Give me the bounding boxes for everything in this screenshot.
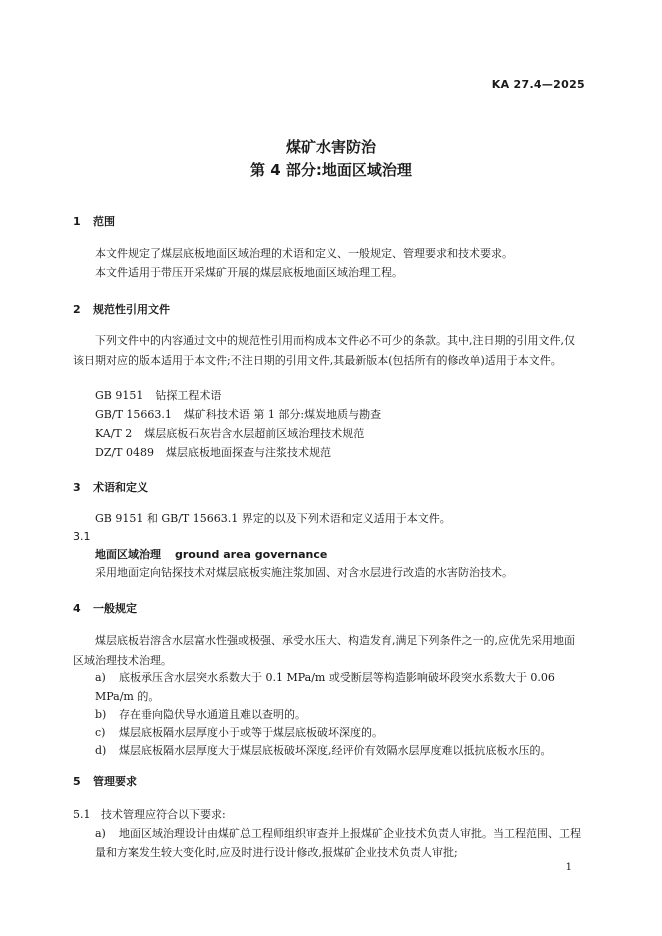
reference-item (95, 386, 221, 406)
list-item (95, 668, 585, 706)
document-title: 煤矿水害防治 (285, 138, 376, 156)
paragraph: 本文件适用于带压开采煤矿开展的煤层底板地面区域治理工程。 (95, 266, 403, 279)
reference-code: GB 9151 (95, 389, 144, 402)
section-heading-5 (73, 773, 137, 789)
section-title: 一般规定 (93, 602, 137, 615)
document-subtitle: 第 4 部分:地面区域治理 (250, 161, 412, 179)
reference-item (95, 405, 381, 425)
section-heading-1 (73, 213, 115, 229)
paragraph: GB 9151 和 GB/T 15663.1 界定的以及下列术语和定义适用于本文件。 (95, 512, 451, 525)
reference-code: DZ/T 0489 (95, 446, 154, 459)
list-text: 地面区域治理设计由煤矿总工程师组织审查并上报煤矿企业技术负责人审批。当工程范围、工程量和方案发生较大变化时,应及时进行设计修改,报煤矿企业技术负责人审批; (95, 827, 581, 859)
term-definition: 采用地面定向钻探技术对煤层底板实施注浆加固、对含水层进行改造的水害防治技术。 (95, 566, 513, 579)
reference-title: 煤层底板地面探查与注浆技术规范 (166, 446, 331, 459)
section-title: 规范性引用文件 (93, 303, 170, 316)
section-number: 5 (73, 775, 81, 788)
list-text: 煤层底板隔水层厚度小于或等于煤层底板破坏深度的。 (119, 726, 383, 739)
reference-title: 钻探工程术语 (155, 389, 222, 402)
section-number: 4 (73, 602, 81, 615)
clause-number: 5.1 (73, 808, 91, 821)
clause-text: 技术管理应符合以下要求: (101, 808, 226, 821)
list-item (95, 741, 585, 760)
section-heading-2 (73, 301, 170, 317)
page-number: 1 (565, 862, 572, 873)
list-label: a) (95, 827, 106, 840)
document-number: KA 27.4—2025 (491, 78, 585, 91)
list-text: 存在垂向隐伏导水通道且难以查明的。 (119, 708, 306, 721)
paragraph: 下列文件中的内容通过文中的规范性引用而构成本文件必不可少的条款。其中,注日期的引用文件,仅该日期对应的版本适用于本文件;不注日期的引用文件,其最新版本(包括所有的修改单)适用于本文件。 (73, 334, 575, 367)
section-number: 1 (73, 215, 81, 228)
term-number: 3.1 (73, 530, 91, 543)
section-number: 2 (73, 303, 81, 316)
list-item (95, 705, 585, 724)
list-item (95, 723, 585, 742)
list-label: c) (95, 726, 106, 739)
section-number: 3 (73, 481, 81, 494)
list-item (95, 824, 585, 862)
term-heading (95, 545, 327, 565)
reference-item (95, 424, 364, 444)
reference-code: KA/T 2 (95, 427, 133, 440)
paragraph: 本文件规定了煤层底板地面区域治理的术语和定义、一般规定、管理要求和技术要求。 (95, 247, 513, 260)
paragraph: 煤层底板岩溶含水层富水性强或极强、承受水压大、构造发育,满足下列条件之一的,应优先采用地面区域治理技术治理。 (73, 634, 575, 667)
section-heading-3 (73, 479, 148, 495)
term-chinese: 地面区域治理 (95, 548, 161, 561)
reference-item (95, 443, 331, 463)
list-label: d) (95, 744, 107, 757)
section-title: 范围 (93, 215, 115, 228)
section-heading-4 (73, 600, 137, 616)
section-title: 术语和定义 (93, 481, 148, 494)
reference-title: 煤矿科技术语 第 1 部分:煤炭地质与勘查 (183, 408, 382, 421)
clause (73, 805, 226, 825)
section-title: 管理要求 (93, 775, 137, 788)
list-text: 煤层底板隔水层厚度大于煤层底板破坏深度,经评价有效隔水层厚度难以抵抗底板水压的。 (119, 744, 552, 757)
term-english: ground area governance (175, 548, 328, 561)
reference-title: 煤层底板石灰岩含水层超前区域治理技术规范 (144, 427, 365, 440)
list-text: 底板承压含水层突水系数大于 0.1 MPa/m 或受断层等构造影响破坏段突水系数大于 0.06 MPa/m 的。 (95, 671, 555, 703)
reference-code: GB/T 15663.1 (95, 408, 172, 421)
list-label: a) (95, 671, 106, 684)
list-label: b) (95, 708, 107, 721)
